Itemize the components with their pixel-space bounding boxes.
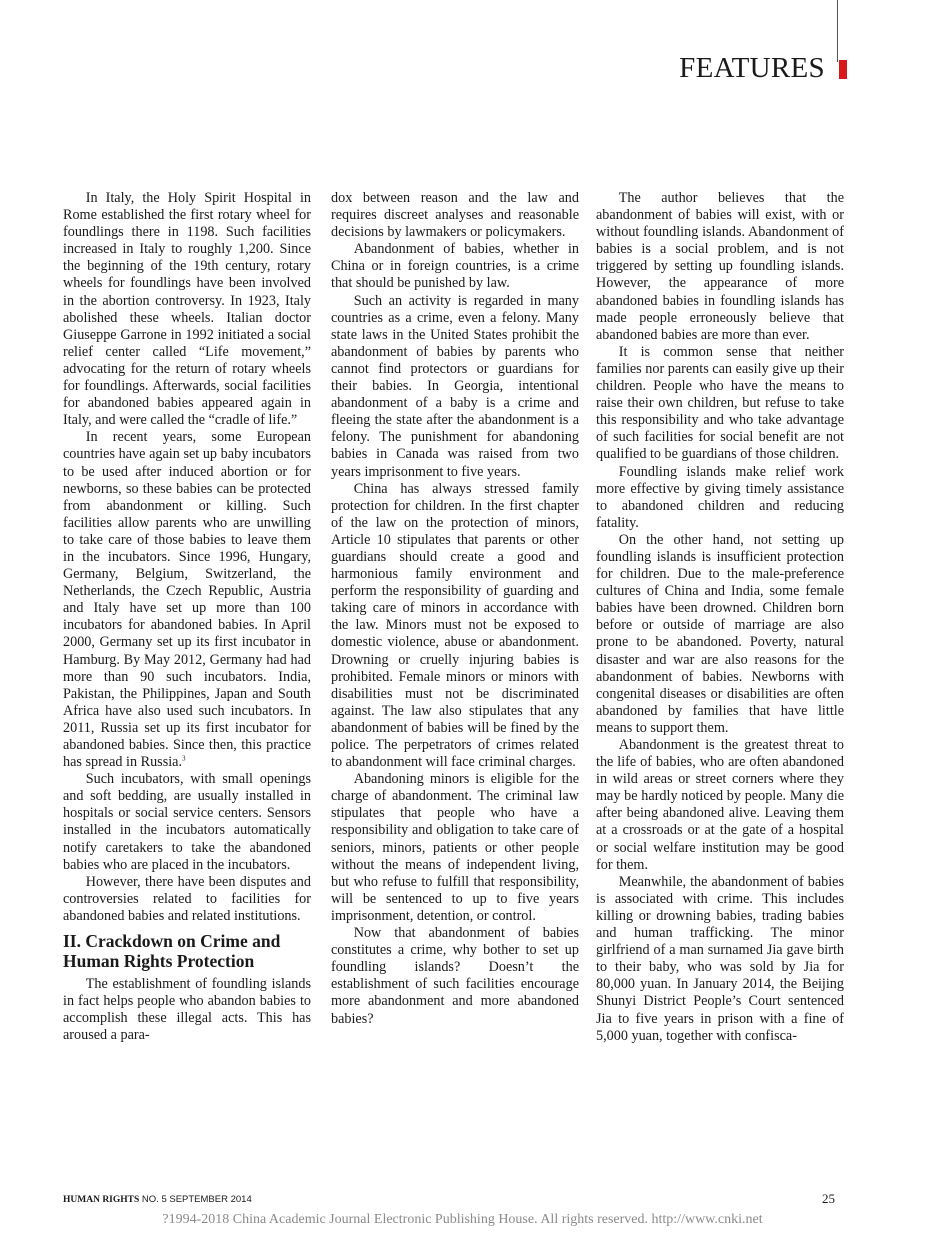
paragraph: Abandoning minors is eligible for the charge of abandonment. The criminal law stipulates that people who have a responsibility and obligation to take care of seniors, minors, patients or other people without the means of independent living, but who refuse to fulfill that responsibility, will be sentenced to up to five years imprisonment, detention, or control. xyxy=(331,771,579,924)
section-label: FEATURES xyxy=(679,52,825,84)
copyright-notice: ?1994-2018 China Academic Journal Electronic Publishing House. All rights reserved. http://www.cnki.net xyxy=(162,1212,763,1227)
footnote-ref[interactable]: 3 xyxy=(182,754,186,763)
section-heading: II. Crackdown on Crime and Human Rights Protection xyxy=(63,931,281,972)
paragraph-text: In recent years, some European countries have again set up baby incubators to be used after induced abortion or for newborns, so these babies can be protected from abandonment or killing. Such facilities allow parents who are unwilling to take care of those babies to leave them in the incubators. Since 1996, Hungary, Germany, Belgium, Switzerland, the Netherlands, the Czech Republic, Austria and Italy have set up more than 100 incubators for abandoned babies. In April 2000, Germany set up its first incubator in Hamburg. By May 2012, Germany had had more than 90 such incubators. India, Pakistan, the Philippines, Japan and South Africa have also used such incubators. In 2011, Russia set up its first incubator for abandoned babies. Since then, this practice has spread in Russia. xyxy=(63,429,311,771)
paragraph: Now that abandonment of babies constitutes a crime, why bother to set up foundling islands? Doesn’t the establishment of such facilities encourage more abandonment and more abandoned babies? xyxy=(331,925,579,1027)
paragraph: Such an activity is regarded in many countries as a crime, even a felony. Many state laws in the United States prohibit the abandonment of babies by parents who cannot find protectors or guardians for their babies. In Georgia, intentional abandonment of a baby is a crime and fleeing the state after the abandonment is a felony. The punishment for abandoning babies in Canada was raised from two years imprisonment to five years. xyxy=(331,292,579,480)
paragraph: China has always stressed family protection for children. In the first chapter of the law on the protection of minors, Article 10 stipulates that parents or other guardians should create a good and harmonious family environment and perform the responsibility of guarding and taking care of minors in accordance with the law. Minors must not be exposed to domestic violence, abuse or abandonment. Drowning or cruelly injuring babies is prohibited. Female minors or minors with disabilities must not be discriminated against. The law also stipulates that any abandonment of babies will be fined by the police. The perpetrators of crimes related to abandonment will face criminal charges. xyxy=(331,480,579,771)
column-2 xyxy=(331,190,579,1028)
paragraph: In Italy, the Holy Spirit Hospital in Rome established the first rotary wheel for foundlings there in 1198. Such facilities increased in Italy to roughly 1,200. Since the beginning of the 19th century, rotary wheels for foundlings have been involved in the abortion controversy. In 1923, Italy abolished these wheels. Italian doctor Giuseppe Garrone in 1992 initiated a social relief center called “Life movement,” advocating for the return of rotary wheels for foundlings. Afterwards, social facilities for abandoned babies appeared again in Italy, and were called the “cradle of life.” xyxy=(63,190,311,429)
issue-info: NO. 5 SEPTEMBER 2014 xyxy=(141,1194,252,1205)
paragraph: The author believes that the abandonment of babies will exist, with or without foundling islands. Abandonment of babies is a social problem, and is not triggered by setting up foundling islands. However, the appearance of more abandoned babies in foundling islands has made people erroneously believe that abandoned babies are more than ever. xyxy=(596,190,844,343)
header-rule xyxy=(837,0,838,62)
section-marker xyxy=(839,60,847,79)
paragraph: dox between reason and the law and requires discreet analyses and reasonable decisions by lawmakers or policymakers. xyxy=(331,190,579,241)
paragraph xyxy=(63,429,311,771)
paragraph: It is common sense that neither families nor parents can easily give up their children. People who have the means to raise their own children, but refuse to take this responsibility and who take advantage of such facilities for social benefit are not qualified to be guardians of those children. xyxy=(596,343,844,463)
paragraph: Meanwhile, the abandonment of babies is associated with crime. This includes killing or drowning babies, trading babies and human trafficking. The minor girlfriend of a man surnamed Jia gave birth to their baby, who was sold by Jia for 80,000 yuan. In January 2014, the Beijing Shunyi District People’s Court sentenced Jia to five years in prison with a fine of 5,000 yuan, together with confisca- xyxy=(596,873,844,1044)
magazine-name: HUMAN RIGHTS xyxy=(63,1195,140,1205)
paragraph: Abandonment of babies, whether in China or in foreign countries, is a crime that should be punished by law. xyxy=(331,241,579,292)
paragraph: However, there have been disputes and controversies related to facilities for abandoned babies and related institutions. xyxy=(63,873,311,924)
column-3 xyxy=(596,190,844,1045)
paragraph: On the other hand, not setting up foundling islands is insufficient protection for children. Due to the male-preference cultures of China and India, some female babies have been drowned. Children born before or outside of marriage are also prone to be abandoned. Poverty, natural disaster and war are also reasons for the abandonment of babies. Newborns with congenital diseases or disabilities are often abandoned by families that have little means to support them. xyxy=(596,531,844,736)
footer-publication xyxy=(63,1194,252,1205)
column-1 xyxy=(63,190,311,1044)
paragraph: Foundling islands make relief work more effective by giving timely assistance to abandoned children and reducing fatality. xyxy=(596,463,844,531)
paragraph: Such incubators, with small openings and soft bedding, are usually installed in hospitals or social service centers. Sensors installed in the incubators automatically notify caretakers to take the abandoned babies who are placed in the incubators. xyxy=(63,771,311,873)
paragraph: The establishment of foundling islands in fact helps people who abandon babies to accomplish these illegal acts. This has aroused a para- xyxy=(63,976,311,1044)
page-number: 25 xyxy=(822,1191,835,1206)
paragraph: Abandonment is the greatest threat to the life of babies, who are often abandoned in wild areas or street corners where they may be hardly noticed by people. Many die after being abandoned alive. Leaving them at a crossroads or at the gate of a hospital or social welfare institution may be good for them. xyxy=(596,737,844,873)
